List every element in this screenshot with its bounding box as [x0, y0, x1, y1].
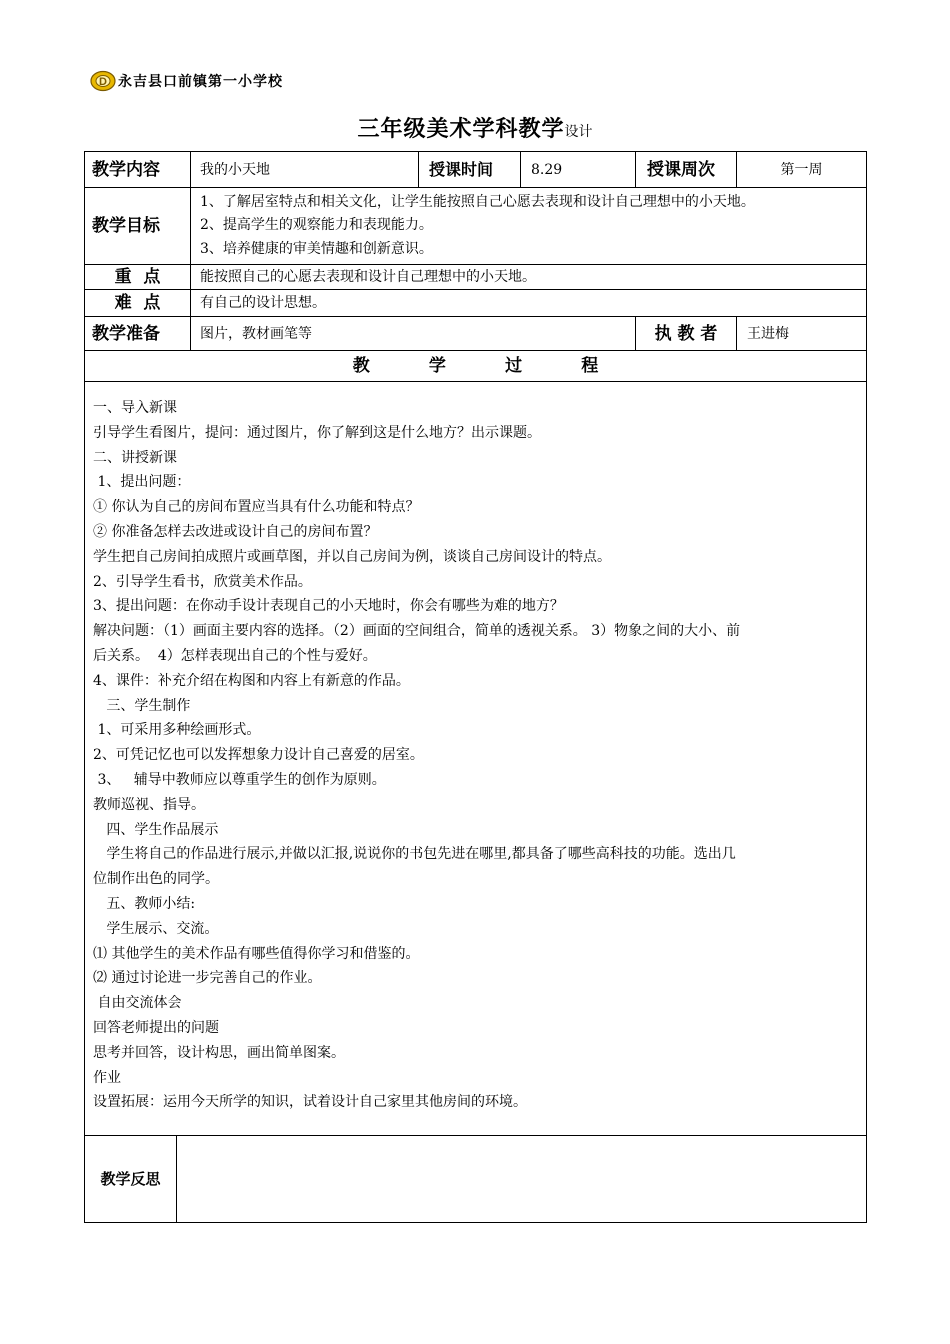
goal-item: 1、了解居室特点和相关文化，让学生能按照自己心愿去表现和设计自己理想中的小天地。	[200, 193, 755, 210]
reflection-label: 教学反思	[100, 1170, 161, 1188]
table-border	[866, 151, 867, 1223]
content-label: 教学内容	[92, 159, 160, 180]
process-line: 思考并回答，设计构思，画出简单图案。	[93, 1044, 345, 1061]
school-header	[90, 66, 283, 96]
prep-label: 教学准备	[92, 323, 160, 344]
process-line: 五、教师小结:	[93, 895, 196, 912]
key-value: 能按照自己的心愿去表现和设计自己理想中的小天地。	[200, 269, 536, 285]
col-divider	[176, 1135, 177, 1223]
teacher-label: 执 教 者	[654, 323, 718, 344]
process-heading: 教 学 过 程	[352, 356, 599, 376]
process-line: 1、可采用多种绘画形式。	[93, 722, 261, 739]
process-line: 学生展示、交流。	[93, 920, 219, 937]
process-line: 2、可凭记忆也可以发挥想象力设计自己喜爱的居室。	[93, 747, 424, 764]
goal-item: 2、提高学生的观察能力和表现能力。	[200, 217, 433, 234]
col-divider	[736, 316, 737, 350]
process-line: 一、导入新课	[93, 400, 177, 416]
goals-list	[200, 188, 864, 264]
key-label: 重 点	[114, 267, 161, 287]
process-line: ① 你认为自己的房间布置应当具有什么功能和特点？	[93, 499, 420, 516]
difficulty-value: 有自己的设计思想。	[200, 295, 326, 311]
goal-item: 3、培养健康的审美情趣和创新意识。	[200, 240, 433, 257]
process-line: 教师巡视、指导。	[93, 796, 205, 813]
page-title	[0, 112, 950, 143]
process-line: 4、课件：补充介绍在构图和内容上有新意的作品。	[93, 672, 410, 689]
school-name: 永吉县口前镇第一小学校	[118, 74, 283, 90]
reflection-value	[184, 1136, 864, 1222]
process-line: 位制作出色的同学。	[93, 871, 219, 888]
process-line: 四、学生作品展示	[93, 821, 219, 838]
process-line: ② 你准备怎样去改进或设计自己的房间布置？	[93, 523, 378, 540]
svg-text:D: D	[99, 76, 107, 88]
process-line: 学生将自己的作品进行展示,并做以汇报,说说你的书包先进在哪里,都具备了哪些高科技的功能。选出几	[93, 846, 736, 863]
time-label: 授课时间	[429, 159, 494, 179]
process-line: 三、学生制作	[93, 697, 191, 714]
lesson-plan-table	[84, 151, 867, 1223]
process-line: 学生把自己房间拍成照片或画草图，并以自己房间为例，谈谈自己房间设计的特点。	[93, 548, 611, 565]
process-line: 作业	[93, 1069, 121, 1086]
row-divider	[84, 381, 867, 382]
week-value: 第一周	[780, 161, 823, 178]
goals-label: 教学目标	[92, 216, 160, 236]
process-line: 自由交流体会	[93, 995, 182, 1012]
week-label: 授课周次	[647, 159, 715, 180]
process-line: ⑴ 其他学生的美术作品有哪些值得你学习和借鉴的。	[93, 945, 420, 962]
school-logo-icon	[90, 70, 116, 92]
process-line: 1、提出问题：	[93, 474, 191, 491]
process-line: 引导学生看图片，提问：通过图片，你了解到这是什么地方？出示课题。	[93, 424, 541, 441]
process-line: ⑵ 通过讨论进一步完善自己的作业。	[93, 970, 322, 987]
process-line: 设置拓展：运用今天所学的知识，试着设计自己家里其他房间的环境。	[93, 1094, 527, 1111]
teacher-value: 王进梅	[747, 325, 789, 342]
difficulty-label: 难 点	[114, 293, 161, 313]
table-border	[84, 1222, 867, 1223]
process-line: 3、提出问题：在你动手设计表现自己的小天地时，你会有哪些为难的地方？	[93, 598, 564, 615]
title-suffix: 设计	[564, 124, 593, 140]
time-value: 8.29	[531, 161, 563, 178]
prep-value: 图片，教材画笔等	[200, 325, 312, 342]
process-line: 回答老师提出的问题	[93, 1019, 219, 1036]
process-body	[93, 396, 863, 1115]
process-line: 二、讲授新课	[93, 449, 177, 466]
col-divider	[190, 151, 191, 350]
content-value: 我的小天地	[200, 161, 270, 178]
process-line: 2、引导学生看书，欣赏美术作品。	[93, 573, 312, 590]
col-divider	[635, 151, 636, 187]
process-line: 后关系。 4）怎样表现出自己的个性与爱好。	[93, 647, 377, 664]
title-main: 三年级美术学科教学	[357, 117, 565, 142]
col-divider	[418, 151, 419, 187]
process-line: 3、 辅导中教师应以尊重学生的创作为原则。	[93, 771, 386, 788]
col-divider	[520, 151, 521, 187]
process-line: 解决问题：（1）画面主要内容的选择。（2）画面的空间组合，简单的透视关系。 3）物象之间的大小、前	[93, 623, 741, 640]
